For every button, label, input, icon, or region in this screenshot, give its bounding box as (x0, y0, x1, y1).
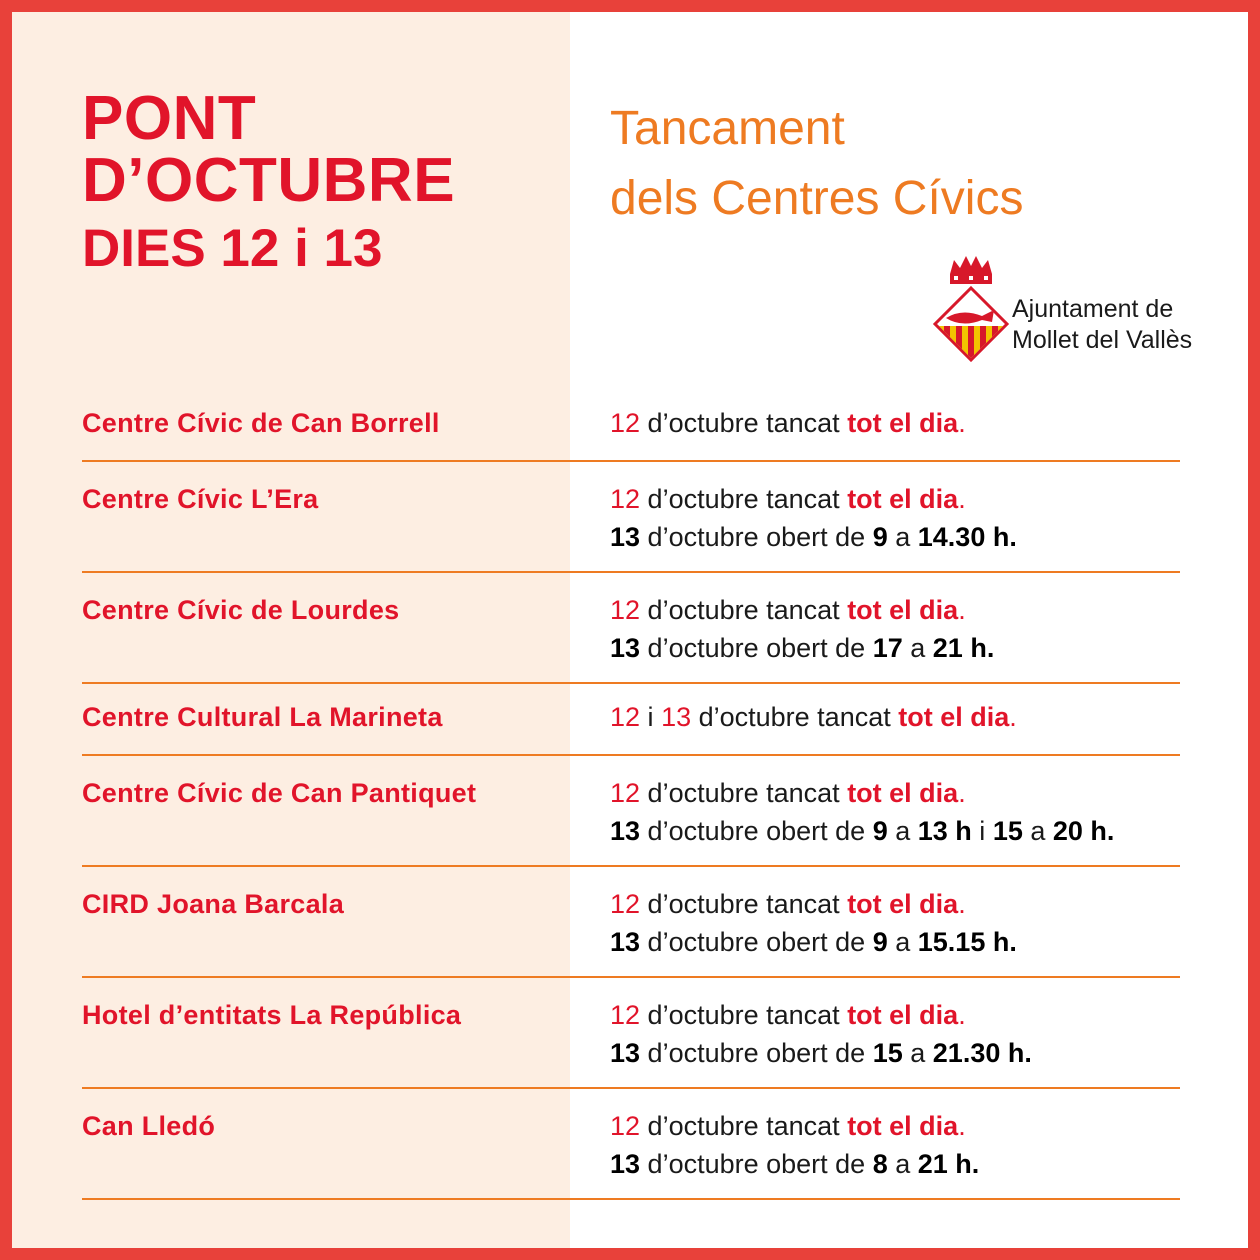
subtitle-line-1: Tancament (610, 102, 845, 155)
schedule-line-closed: 12 d’octubre tancat tot el dia. (610, 408, 966, 438)
schedule-line-open: 13 d’octubre obert de 8 a 21 h. (610, 1149, 980, 1179)
table-row (82, 390, 1180, 462)
schedule-text (610, 996, 1032, 1072)
heading-line-3: DIES 12 i 13 (82, 219, 383, 278)
heading-line-2: D’OCTUBRE (82, 146, 456, 215)
schedule-line-closed: 12 d’octubre tancat tot el dia. (610, 484, 966, 514)
center-name: Can Lledó (82, 1111, 216, 1141)
schedule-text (610, 698, 1017, 736)
logo-text (1012, 294, 1192, 356)
schedule-line-open: 13 d’octubre obert de 9 a 14.30 h. (610, 522, 1017, 552)
schedule-line-open: 13 d’octubre obert de 9 a 13 h i 15 a 20 h. (610, 816, 1115, 846)
table-row (82, 978, 1180, 1089)
table-row (82, 1089, 1180, 1200)
center-name: Centre Cívic L’Era (82, 484, 319, 514)
logo-line-1: Ajuntament de (1012, 295, 1174, 323)
table-row (82, 867, 1180, 978)
schedule-line-closed: 12 d’octubre tancat tot el dia. (610, 1000, 966, 1030)
center-name: Centre Cultural La Marineta (82, 702, 443, 732)
schedule-text (610, 591, 994, 667)
schedule-text (610, 1107, 979, 1183)
center-name: CIRD Joana Barcala (82, 889, 345, 919)
schedule-line-open: 13 d’octubre obert de 15 a 21.30 h. (610, 1038, 1032, 1068)
schedule-line-closed: 12 d’octubre tancat tot el dia. (610, 778, 966, 808)
logo-line-2: Mollet del Vallès (1012, 326, 1193, 354)
poster-subtitle (610, 94, 1023, 234)
center-name: Centre Cívic de Can Borrell (82, 408, 440, 438)
table-row (82, 756, 1180, 867)
table-row (82, 462, 1180, 573)
schedule-line-closed: 12 d’octubre tancat tot el dia. (610, 595, 966, 625)
schedule-text (610, 404, 966, 442)
schedule-line-open: 13 d’octubre obert de 17 a 21 h. (610, 633, 995, 663)
table-row (82, 573, 1180, 684)
schedule-line-closed: 12 d’octubre tancat tot el dia. (610, 1111, 966, 1141)
center-name: Hotel d’entitats La República (82, 1000, 462, 1030)
schedule-line-open: 13 d’octubre obert de 9 a 15.15 h. (610, 927, 1017, 957)
schedule-line-closed: 12 i 13 d’octubre tancat tot el dia. (610, 702, 1017, 732)
schedule-text (610, 885, 1017, 961)
table-row (82, 684, 1180, 756)
schedule-text (610, 774, 1114, 850)
schedule-text (610, 480, 1017, 556)
heading-line-1: PONT (82, 84, 257, 153)
poster-heading (82, 84, 456, 278)
center-name: Centre Cívic de Lourdes (82, 595, 400, 625)
center-name: Centre Cívic de Can Pantiquet (82, 778, 477, 808)
schedule-line-closed: 12 d’octubre tancat tot el dia. (610, 889, 966, 919)
subtitle-line-2: dels Centres Cívics (610, 172, 1024, 225)
schedule-table (82, 390, 1180, 1200)
